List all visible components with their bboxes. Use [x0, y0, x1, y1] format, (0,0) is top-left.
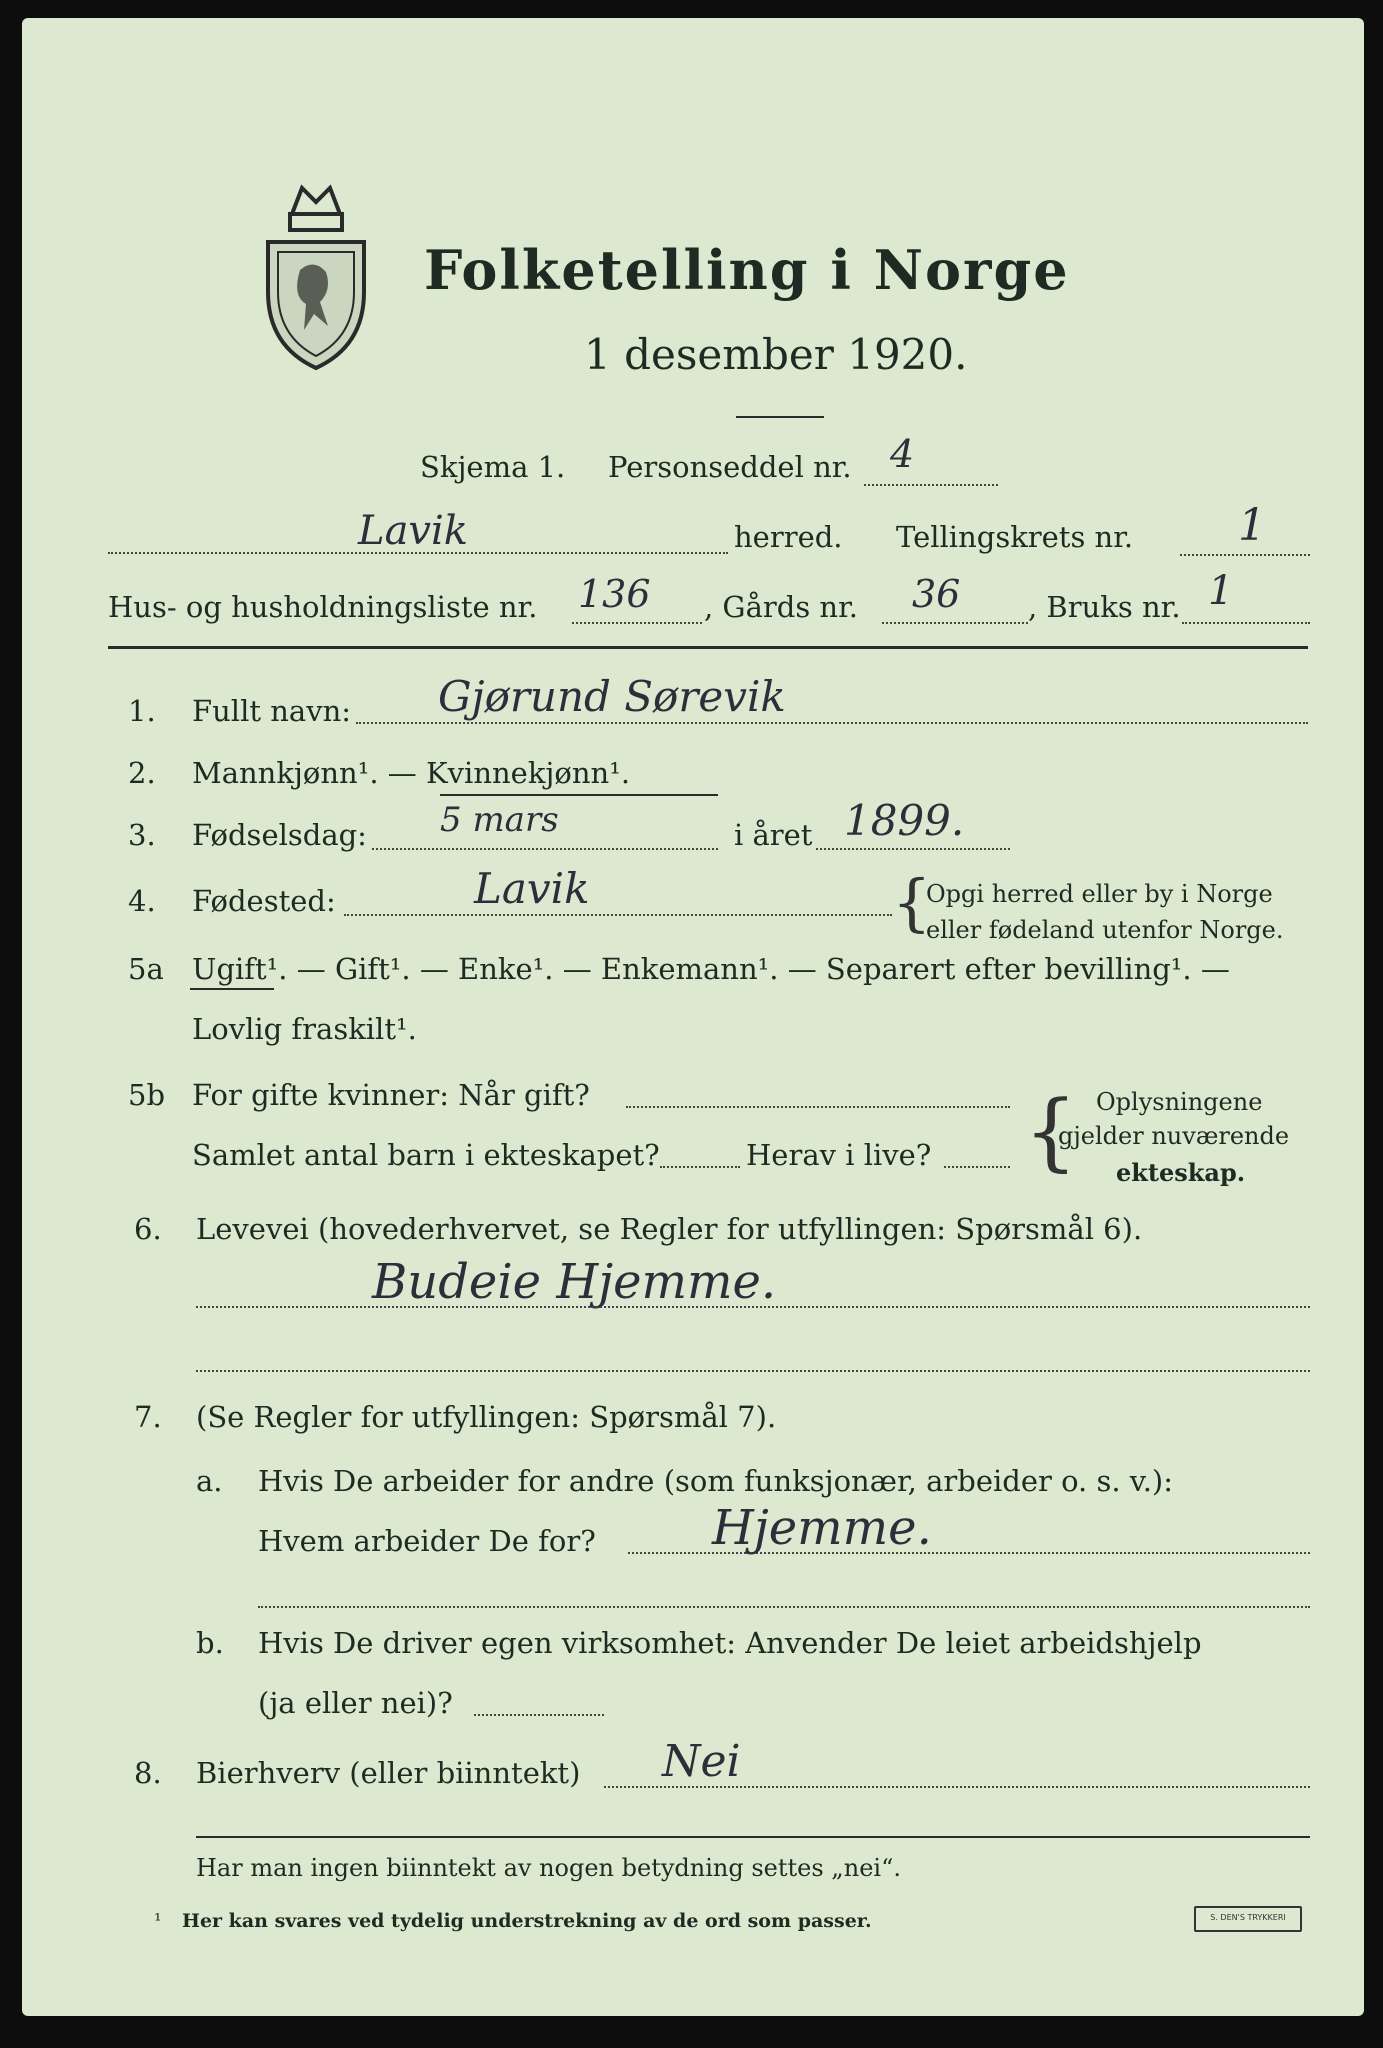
- q7a-label-2: Hvem arbeider De for?: [258, 1524, 596, 1558]
- bruks-label: , Bruks nr.: [1028, 590, 1181, 624]
- gards-value[interactable]: 36: [912, 572, 961, 616]
- q7b-label-2: (ja eller nei)?: [258, 1686, 453, 1720]
- gender-underline: [440, 794, 718, 796]
- q7b-label: Hvis De driver egen virksomhet: Anvender De leiet arbeidshjelp: [258, 1626, 1202, 1660]
- birth-year-value[interactable]: 1899.: [844, 796, 965, 845]
- q7b-letter: b.: [196, 1626, 224, 1660]
- herred-label: herred.: [734, 520, 843, 554]
- q7a-letter: a.: [196, 1464, 223, 1498]
- q7a-line-2: [258, 1606, 1310, 1608]
- q6-line-2: [196, 1370, 1310, 1372]
- personseddel-label: Personseddel nr.: [608, 450, 852, 484]
- printer-stamp: S. DEN'S TRYKKERI: [1194, 1906, 1302, 1932]
- q5b-brace: {: [1024, 1082, 1078, 1180]
- marital-status-options-2: Lovlig fraskilt¹.: [192, 1012, 417, 1046]
- tellingskrets-line: [1180, 554, 1310, 556]
- personseddel-value[interactable]: 4: [890, 432, 915, 476]
- q5b-line-3: [944, 1166, 1010, 1168]
- birthday-value[interactable]: 5 mars: [440, 800, 559, 840]
- q5b-line-2: [660, 1166, 740, 1168]
- q7a-label: Hvis De arbeider for andre (som funksjonær, arbeider o. s. v.):: [258, 1464, 1174, 1498]
- hus-line: [572, 622, 702, 624]
- gards-label: , Gårds nr.: [704, 590, 858, 624]
- q2-number: 2.: [128, 756, 156, 790]
- q1-line: [356, 722, 1308, 724]
- q7-label: (Se Regler for utfyllingen: Spørsmål 7).: [196, 1400, 777, 1434]
- q4-note-2: eller fødeland utenfor Norge.: [926, 916, 1284, 944]
- q5b-number: 5b: [128, 1078, 166, 1112]
- footnote-text: Her kan svares ved tydelig understrekning av de ord som passer.: [182, 1910, 872, 1932]
- q1-label: Fullt navn:: [192, 694, 352, 728]
- q3-label: Fødselsdag:: [192, 818, 367, 852]
- side-income-value[interactable]: Nei: [662, 1736, 741, 1787]
- footer-divider: [196, 1836, 1310, 1838]
- hus-label: Hus- og husholdningsliste nr.: [108, 590, 538, 624]
- q6-label: Levevei (hovederhvervet, se Regler for utfyllingen: Spørsmål 6).: [196, 1212, 1143, 1246]
- bruks-value[interactable]: 1: [1208, 568, 1234, 614]
- q7-number: 7.: [134, 1400, 162, 1434]
- q8-label: Bierhverv (eller biinntekt): [196, 1756, 581, 1790]
- employer-value[interactable]: Hjemme.: [712, 1500, 932, 1556]
- q3-year-line: [816, 848, 1010, 850]
- q4-number: 4.: [128, 884, 156, 918]
- q5b-label: For gifte kvinner: Når gift?: [192, 1078, 590, 1112]
- census-date: 1 desember 1920.: [584, 330, 968, 379]
- q5b-label-2: Samlet antal barn i ekteskapet?: [192, 1138, 660, 1172]
- gards-line: [882, 622, 1028, 624]
- title-rule: [736, 416, 824, 418]
- q5b-note-1: Oplysningene: [1096, 1088, 1263, 1116]
- q5b-note-3: ekteskap.: [1116, 1158, 1246, 1187]
- q6-number: 6.: [134, 1212, 162, 1246]
- q7b-line: [474, 1714, 604, 1716]
- q4-note-1: Opgi herred eller by i Norge: [926, 880, 1273, 908]
- q5b-label-3: Herav i live?: [746, 1138, 932, 1172]
- bruks-line: [1182, 622, 1310, 624]
- full-name-value[interactable]: Gjørund Sørevik: [438, 672, 786, 721]
- q3-year-label: i året: [734, 818, 813, 852]
- q6-line-1: [196, 1306, 1310, 1308]
- q4-label: Fødested:: [192, 884, 336, 918]
- q5b-note-2: gjelder nuværende: [1058, 1122, 1290, 1150]
- gender-options: Mannkjønn¹. — Kvinnekjønn¹.: [192, 756, 631, 790]
- ugift-underline: [190, 988, 274, 990]
- birthplace-value[interactable]: Lavik: [474, 864, 590, 913]
- header-divider: [108, 646, 1308, 649]
- q3-number: 3.: [128, 818, 156, 852]
- tellingskrets-value[interactable]: 1: [1238, 500, 1266, 551]
- occupation-value[interactable]: Budeie Hjemme.: [372, 1254, 777, 1310]
- skjema-label: Skjema 1.: [420, 450, 566, 484]
- q8-number: 8.: [134, 1756, 162, 1790]
- hus-value[interactable]: 136: [578, 572, 651, 616]
- herred-value[interactable]: Lavik: [358, 508, 469, 554]
- q4-brace: {: [892, 866, 932, 939]
- form-title: Folketelling i Norge: [424, 238, 1070, 302]
- q4-line: [344, 914, 892, 916]
- q5b-line-1: [626, 1106, 1010, 1108]
- footer-note: Har man ingen biinntekt av nogen betydning settes „nei“.: [196, 1854, 901, 1882]
- q5a-number: 5a: [128, 952, 164, 986]
- q1-number: 1.: [128, 694, 156, 728]
- footnote-mark: ¹: [154, 1910, 162, 1932]
- marital-status-options: Ugift¹. — Gift¹. — Enke¹. — Enkemann¹. — Separert efter bevilling¹. —: [192, 952, 1230, 986]
- q3-line: [372, 848, 718, 850]
- norway-coat-of-arms-icon: [262, 180, 370, 372]
- personseddel-line: [864, 484, 998, 486]
- tellingskrets-label: Tellingskrets nr.: [896, 520, 1134, 554]
